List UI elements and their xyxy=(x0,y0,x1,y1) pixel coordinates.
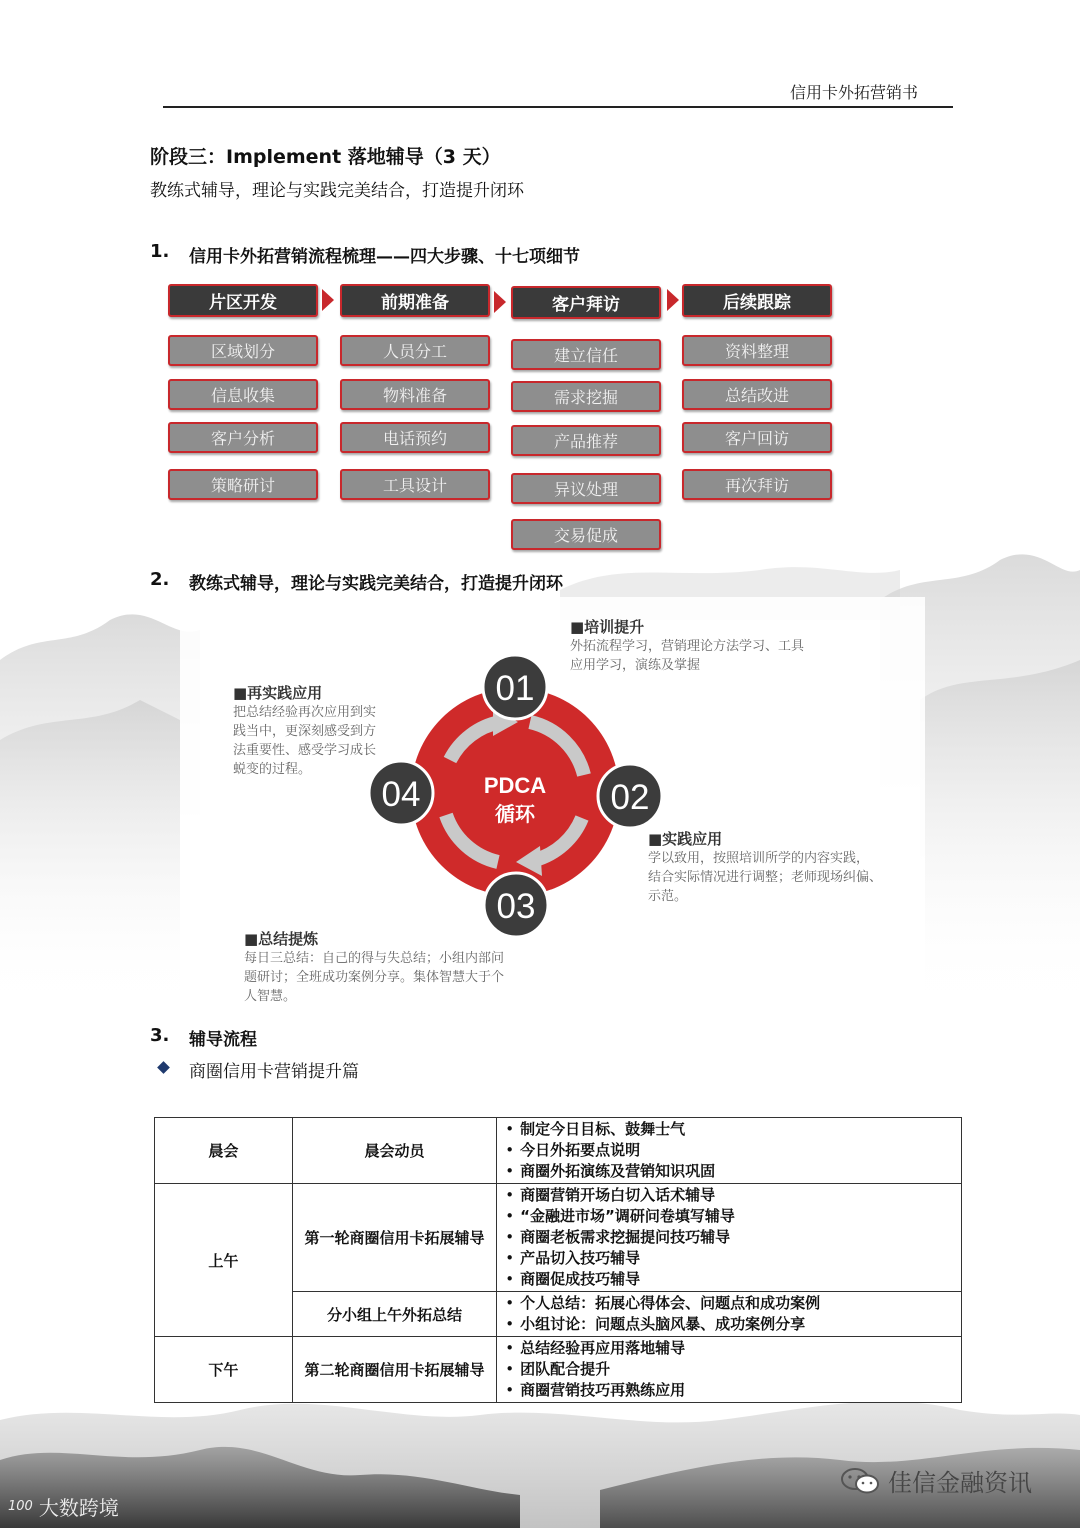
pdca-text-line: 题研讨；全班成功案例分享。集体智慧大于个 xyxy=(244,970,505,985)
document-title: 信用卡外拓营销书 xyxy=(790,83,919,102)
section-3-number: 3. xyxy=(150,1025,170,1046)
watermark-right xyxy=(840,1463,1032,1498)
section-1-title: 信用卡外拓营销流程梳理——四大步骤、十七项细节 xyxy=(189,247,580,267)
header-divider xyxy=(163,106,953,108)
period-cell: 上午 xyxy=(155,1184,293,1337)
section-2-title: 教练式辅导，理论与实践完美结合，打造提升闭环 xyxy=(189,574,563,594)
flow-item: 工具设计 xyxy=(340,469,490,500)
flow-item: 电话预约 xyxy=(340,422,490,453)
flow-item: 物料准备 xyxy=(340,379,490,410)
flow-arrow-icon xyxy=(322,289,334,311)
list-item: 商圈营销开场白切入话术辅导 xyxy=(520,1186,716,1204)
pdca-node-03: 03 xyxy=(496,887,536,926)
period-cell: 下午 xyxy=(155,1337,293,1403)
flow-item: 产品推荐 xyxy=(511,425,661,456)
flow-arrow-icon xyxy=(494,291,506,313)
list-item: 今日外拓要点说明 xyxy=(520,1141,641,1159)
stage-title: 阶段三：Implement 落地辅导（3 天） xyxy=(150,146,501,168)
wechat-icon xyxy=(840,1466,880,1496)
pdca-center-line2: 循环 xyxy=(495,802,535,826)
pdca-text-practice xyxy=(648,828,938,906)
pdca-text-line: 示范。 xyxy=(648,889,688,904)
pdca-text-line: 蜕变的过程。 xyxy=(233,762,312,777)
list-item: 商圈外拓演练及营销知识巩固 xyxy=(520,1162,716,1180)
watermark-logo: 100 xyxy=(8,1499,33,1514)
items-cell: • 个人总结：拓展心得体会、问题点和成功案例 • 小组讨论：问题点头脑风暴、成功案例分享 xyxy=(497,1292,962,1337)
list-item: 商圈老板需求挖掘提问技巧辅导 xyxy=(520,1228,731,1246)
pdca-text-title: ■总结提炼 xyxy=(244,930,319,948)
flow-item: 区域划分 xyxy=(168,335,318,366)
list-item: 团队配合提升 xyxy=(520,1360,611,1378)
pdca-text-reapply xyxy=(233,682,413,779)
flow-head-customer-visit: 客户拜访 xyxy=(511,286,661,319)
items-cell: • 商圈营销开场白切入话术辅导 • “金融进市场”调研问卷填写辅导 • 商圈老板需求挖掘提问技巧辅导 • 产品切入技巧辅导 • 商圈促成技巧辅导 xyxy=(497,1184,962,1292)
list-item: 小组讨论：问题点头脑风暴、成功案例分享 xyxy=(520,1315,806,1333)
section-3-title: 辅导流程 xyxy=(189,1030,257,1050)
pdca-text-title: ■培训提升 xyxy=(570,618,645,636)
activity-cell: 晨会动员 xyxy=(292,1118,497,1184)
pdca-text-line: 践当中，更深刻感受到方 xyxy=(233,724,377,739)
pdca-text-line: 把总结经验再次应用到实 xyxy=(233,705,377,720)
flow-item: 策略研讨 xyxy=(168,469,318,500)
list-item: 商圈营销技巧再熟练应用 xyxy=(520,1381,686,1399)
items-cell: • 制定今日目标、鼓舞士气 • 今日外拓要点说明 • 商圈外拓演练及营销知识巩固 xyxy=(497,1118,962,1184)
activity-cell: 第二轮商圈信用卡拓展辅导 xyxy=(292,1337,497,1403)
list-item: 产品切入技巧辅导 xyxy=(520,1249,641,1267)
diamond-bullet-icon xyxy=(157,1061,170,1074)
pdca-text-summary xyxy=(244,928,564,1006)
watermark-left-text: 大数跨境 xyxy=(38,1496,119,1520)
flow-item: 人员分工 xyxy=(340,335,490,366)
pdca-text-line: 外拓流程学习，营销理论方法学习、工具 xyxy=(570,639,805,654)
activity-cell: 分小组上午外拓总结 xyxy=(292,1292,497,1337)
flow-item: 资料整理 xyxy=(682,335,832,366)
pdca-node-01: 01 xyxy=(495,669,535,708)
section-1-number: 1. xyxy=(150,241,170,262)
table-row xyxy=(155,1337,962,1403)
watermark-left xyxy=(8,1492,119,1521)
period-cell: 晨会 xyxy=(155,1118,293,1184)
list-item: 个人总结：拓展心得体会、问题点和成功案例 xyxy=(520,1294,821,1312)
flow-item: 再次拜访 xyxy=(682,469,832,500)
flow-item: 需求挖掘 xyxy=(511,381,661,412)
pdca-node-02: 02 xyxy=(610,778,650,817)
pdca-text-line: 法重要性、感受学习成长 xyxy=(233,743,377,758)
flow-item: 总结改进 xyxy=(682,379,832,410)
flow-head-preparation: 前期准备 xyxy=(340,284,490,317)
list-item: 总结经验再应用落地辅导 xyxy=(520,1339,686,1357)
stage-subtitle: 教练式辅导，理论与实践完美结合，打造提升闭环 xyxy=(150,181,524,201)
pdca-text-line: 人智慧。 xyxy=(244,989,297,1004)
flow-head-area-development: 片区开发 xyxy=(168,284,318,317)
list-item: 制定今日目标、鼓舞士气 xyxy=(520,1120,686,1138)
pdca-center-line1: PDCA xyxy=(483,773,547,798)
flow-item: 建立信任 xyxy=(511,339,661,370)
flow-item: 信息收集 xyxy=(168,379,318,410)
coaching-schedule-table xyxy=(154,1117,962,1403)
pdca-text-line: 应用学习，演练及掌握 xyxy=(570,658,701,673)
list-item: 商圈促成技巧辅导 xyxy=(520,1270,641,1288)
pdca-text-title: ■实践应用 xyxy=(648,830,723,848)
section-2-number: 2. xyxy=(150,569,170,590)
pdca-text-line: 学以致用，按照培训所学的内容实践， xyxy=(648,851,870,866)
table-row xyxy=(155,1184,962,1292)
flow-arrow-icon xyxy=(667,289,679,311)
list-item: “金融进市场”调研问卷填写辅导 xyxy=(520,1207,735,1225)
pdca-text-line: 结合实际情况进行调整；老师现场纠偏、 xyxy=(648,870,883,885)
activity-cell: 第一轮商圈信用卡拓展辅导 xyxy=(292,1184,497,1292)
watermark-right-text: 佳信金融资讯 xyxy=(888,1469,1032,1497)
items-cell: • 总结经验再应用落地辅导 • 团队配合提升 • 商圈营销技巧再熟练应用 xyxy=(497,1337,962,1403)
pdca-text-training xyxy=(570,616,900,675)
flow-item: 客户回访 xyxy=(682,422,832,453)
flow-head-follow-up: 后续跟踪 xyxy=(682,284,832,317)
flow-item: 客户分析 xyxy=(168,422,318,453)
table-row xyxy=(155,1118,962,1184)
section-3-bullet-text: 商圈信用卡营销提升篇 xyxy=(189,1062,359,1082)
flow-item: 异议处理 xyxy=(511,473,661,504)
pdca-node-04: 04 xyxy=(381,775,421,814)
pdca-text-title: ■再实践应用 xyxy=(233,684,323,702)
flow-item: 交易促成 xyxy=(511,519,661,550)
pdca-text-line: 每日三总结：自己的得与失总结；小组内部问 xyxy=(244,951,505,966)
